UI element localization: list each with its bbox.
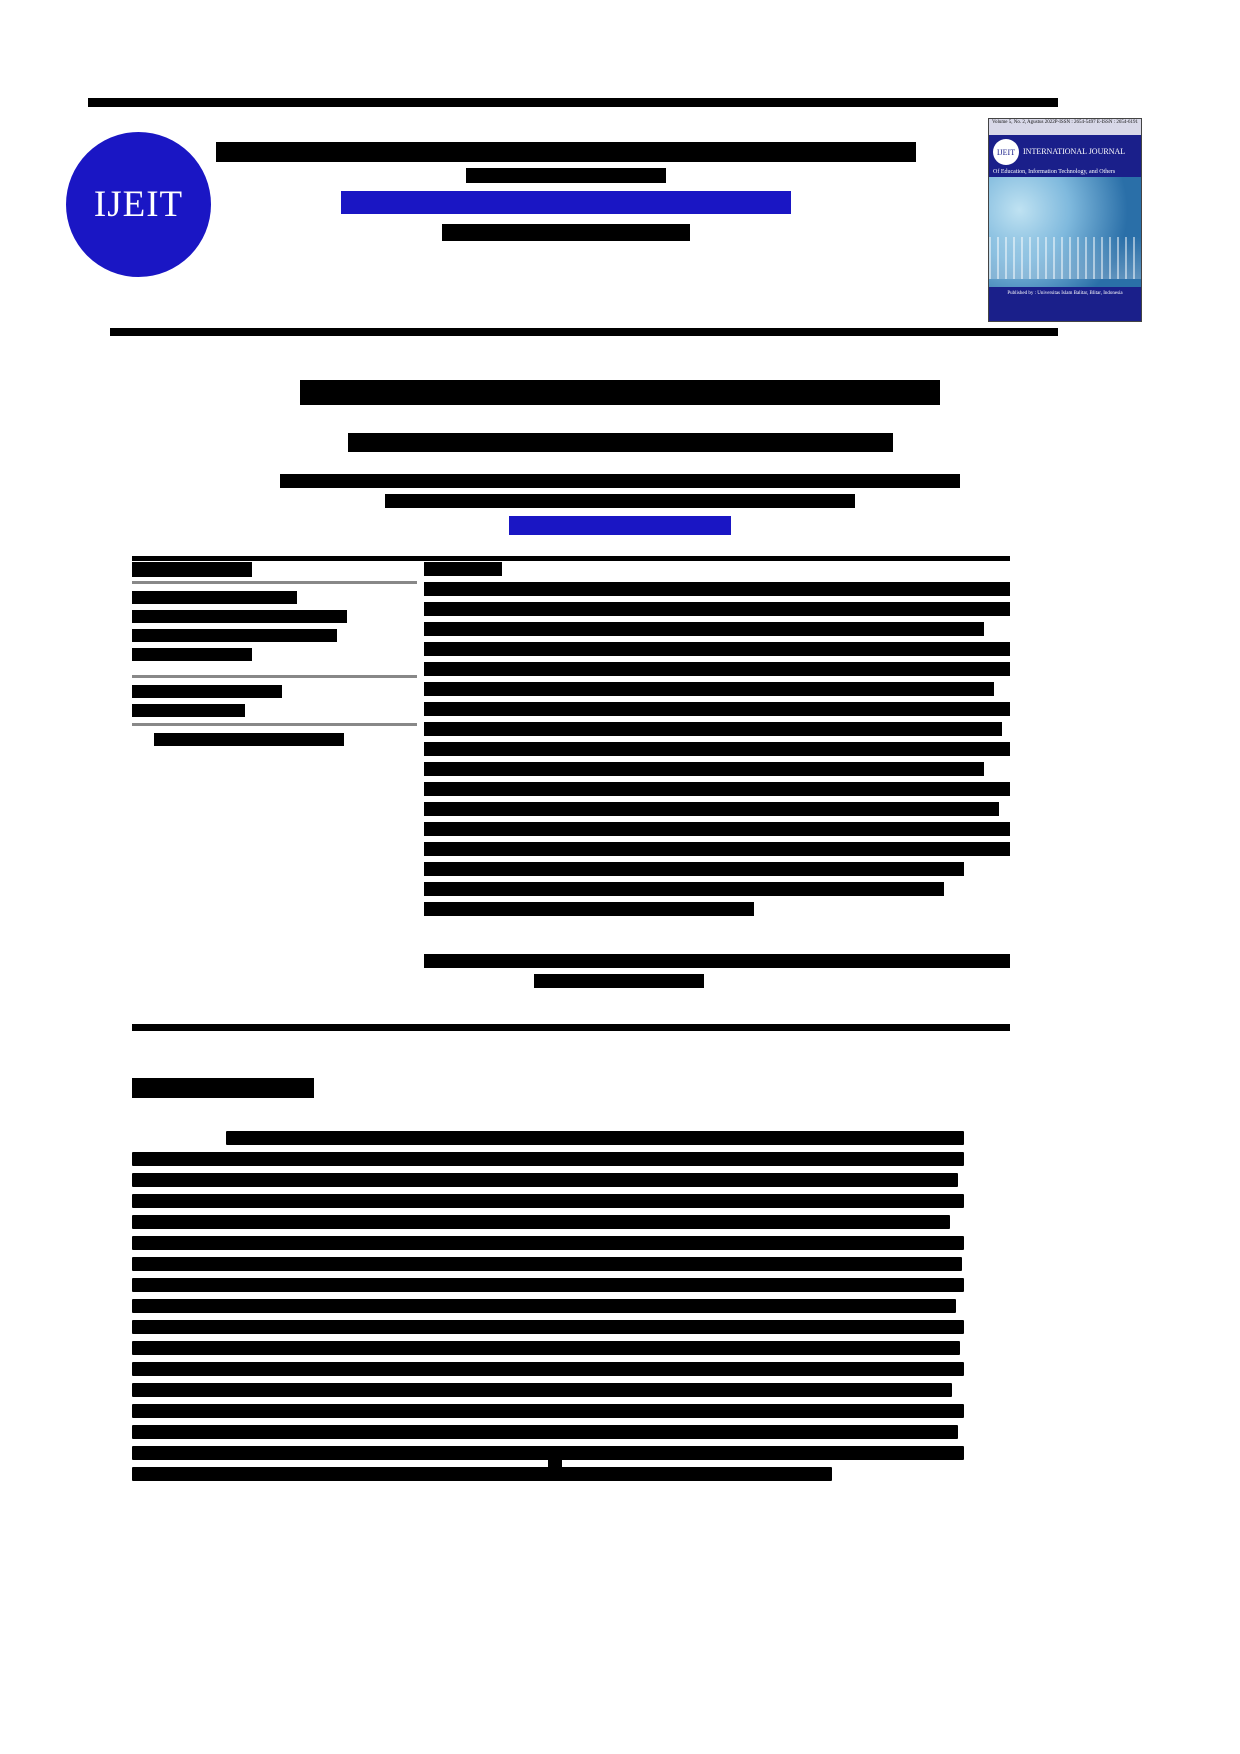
abstract-heading xyxy=(424,562,502,576)
journal-logo-text: IJEIT xyxy=(93,184,184,225)
journal-url-link[interactable] xyxy=(341,191,791,214)
article-title xyxy=(300,380,940,405)
body-line xyxy=(132,1404,964,1418)
top-rule xyxy=(88,98,1058,107)
body-line xyxy=(132,1152,964,1166)
journal-volume xyxy=(442,224,690,241)
body-line xyxy=(132,1215,950,1229)
author-affiliation-line-2 xyxy=(385,494,855,508)
abstract-line xyxy=(424,782,1010,796)
keywords-heading xyxy=(132,562,252,577)
body-line xyxy=(132,1194,964,1208)
abstract-line xyxy=(424,662,1010,676)
article-authors xyxy=(348,433,893,452)
masthead-center xyxy=(216,142,916,241)
body-line xyxy=(132,1425,958,1439)
author-affiliation-line-1 xyxy=(280,474,960,488)
keyword-item xyxy=(132,610,347,623)
abstract-line xyxy=(424,802,999,816)
cover-band-title: INTERNATIONAL JOURNAL xyxy=(1023,147,1126,157)
cover-footer: Published by : Universitas Islam Balitar, Blitar, Indonesia xyxy=(989,287,1141,322)
abstract-line xyxy=(424,622,984,636)
abstract-line xyxy=(424,882,944,896)
history-divider-top xyxy=(132,675,417,678)
body-line xyxy=(132,1362,964,1376)
keyword-item xyxy=(132,648,252,661)
abstract-line xyxy=(424,742,1010,756)
body-line xyxy=(132,1320,964,1334)
cover-band-subtitle: Of Education, Information Technology, and Others xyxy=(989,169,1141,177)
body-line xyxy=(132,1467,832,1481)
cover-band xyxy=(989,135,1141,169)
introduction-paragraph xyxy=(132,1124,964,1488)
article-history-item xyxy=(132,704,245,717)
license-name xyxy=(534,974,704,988)
corresponding-email-link[interactable] xyxy=(509,516,730,535)
body-line xyxy=(132,1173,958,1187)
abstract-line xyxy=(424,722,1002,736)
abstract-left-column xyxy=(132,562,417,752)
abstract-line xyxy=(424,762,984,776)
page-number xyxy=(548,1455,562,1469)
article-history-item xyxy=(154,733,344,746)
abstract-line xyxy=(424,602,1010,616)
abstract-line xyxy=(424,702,1010,716)
cover-header xyxy=(989,119,1141,135)
cover-badge-icon: IJEIT xyxy=(993,139,1019,165)
abstract-line xyxy=(424,642,1010,656)
abstract-bottom-rule xyxy=(132,1024,1010,1031)
journal-logo xyxy=(66,132,211,277)
keyword-item xyxy=(132,629,337,642)
masthead xyxy=(66,118,1138,318)
body-line xyxy=(226,1131,964,1145)
journal-title xyxy=(216,142,916,162)
abstract-line xyxy=(424,842,1010,856)
keyword-item xyxy=(132,591,297,604)
history-divider-bottom xyxy=(132,723,417,726)
article-history-heading xyxy=(132,685,282,698)
journal-issn xyxy=(466,168,666,183)
abstract-line xyxy=(424,822,1010,836)
body-line xyxy=(132,1278,964,1292)
journal-cover-image xyxy=(988,118,1142,322)
cover-header-left: Volume 5, No. 2, Agustus 2022 xyxy=(992,120,1055,125)
body-line xyxy=(132,1257,962,1271)
abstract-top-rule xyxy=(132,556,1010,561)
body-line xyxy=(132,1341,960,1355)
cover-artwork xyxy=(989,177,1141,287)
license-note xyxy=(424,954,1010,968)
abstract-line xyxy=(424,862,964,876)
keywords-divider xyxy=(132,581,417,584)
abstract-line xyxy=(424,682,994,696)
masthead-bottom-rule xyxy=(110,328,1058,336)
article-title-block xyxy=(130,380,1110,534)
section-heading-introduction xyxy=(132,1078,314,1098)
body-line xyxy=(132,1299,956,1313)
abstract-right-column xyxy=(424,562,1010,994)
body-line xyxy=(132,1236,964,1250)
abstract-line xyxy=(424,902,754,916)
abstract-line xyxy=(424,582,1010,596)
cover-header-right: P-ISSN : 2654-5497 E-ISSN : 2654-6191 xyxy=(1054,120,1138,125)
body-line xyxy=(132,1383,952,1397)
